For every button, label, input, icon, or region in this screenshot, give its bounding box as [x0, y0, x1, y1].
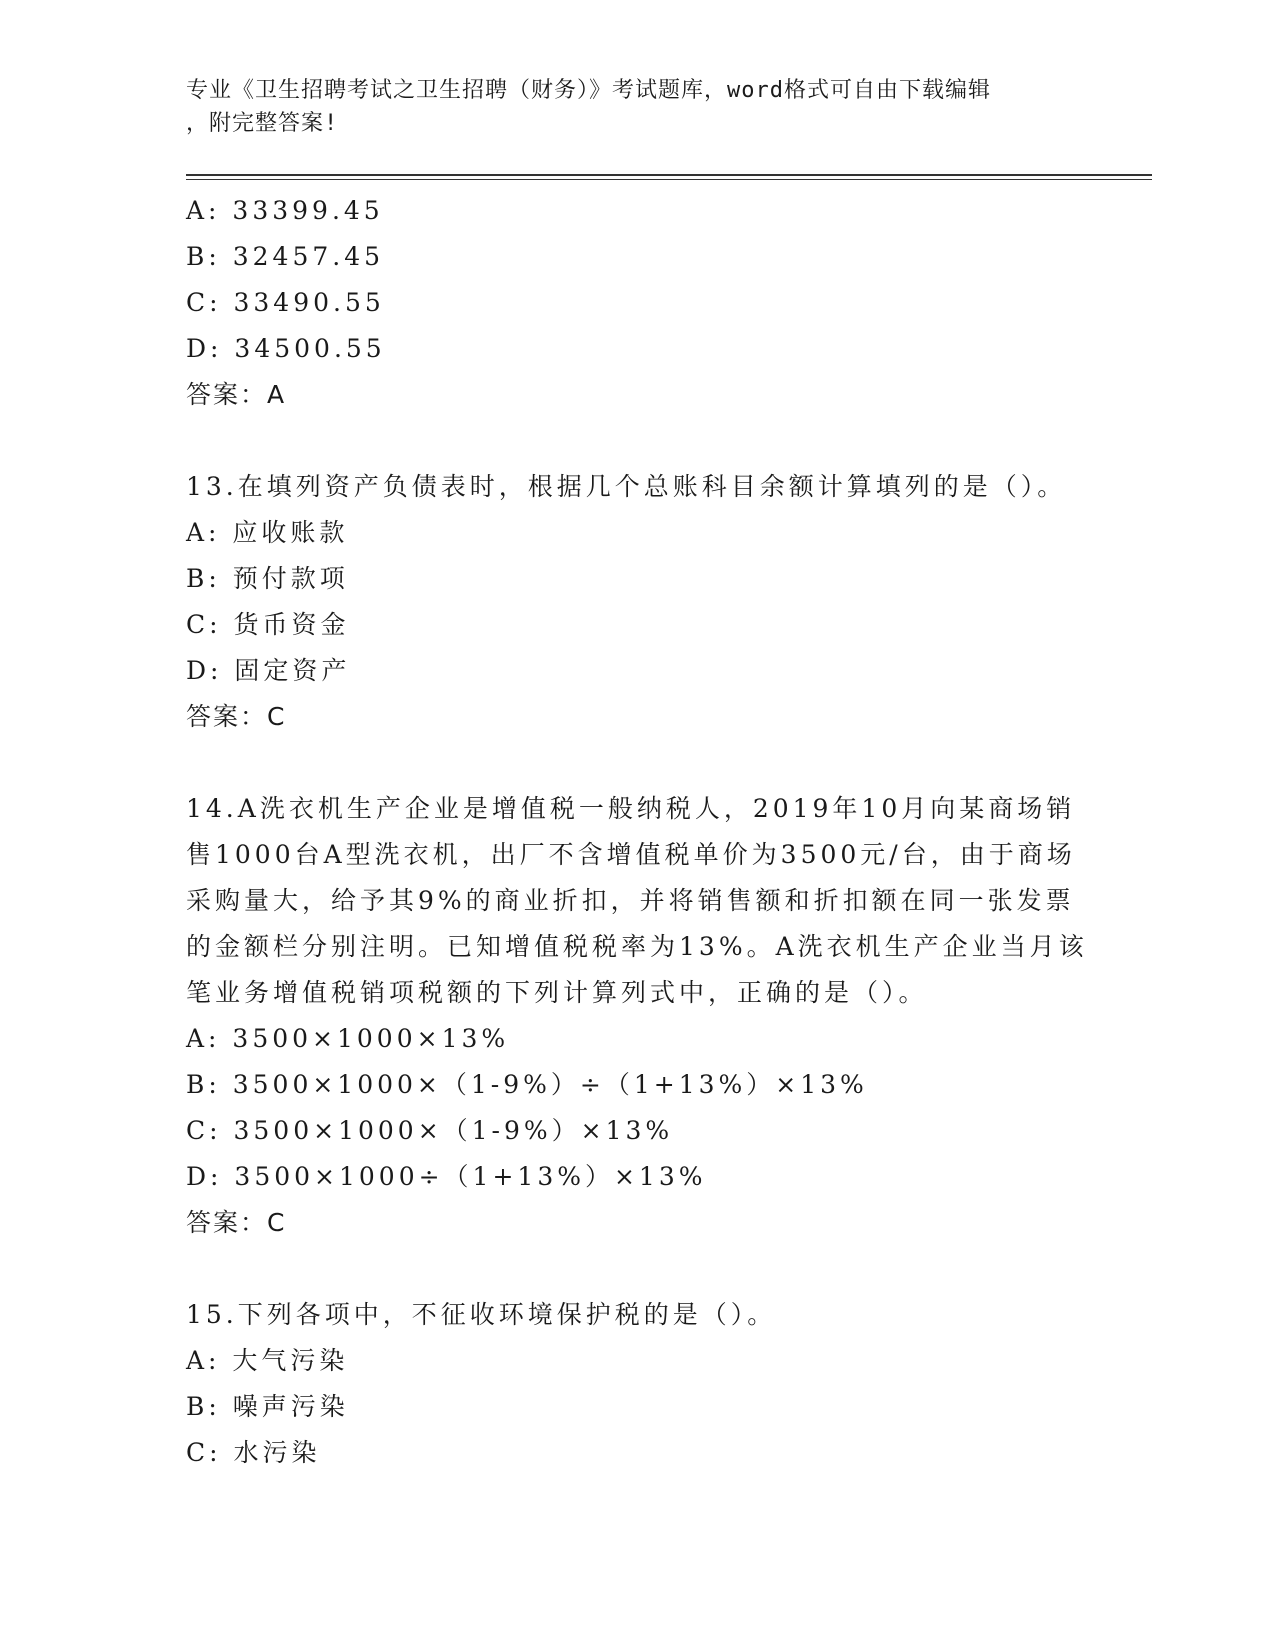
stem-line: 采购量大，给予其9%的商业折扣，并将销售额和折扣额在同一张发票 — [186, 886, 1075, 915]
stem-line: 14.A洗衣机生产企业是增值税一般纳税人，2019年10月向某商场销 — [186, 794, 1076, 823]
header-divider-thick — [186, 174, 1152, 176]
option-c: C: 水污染 — [186, 1438, 321, 1467]
stem-line: 笔业务增值税销项税额的下列计算列式中，正确的是（）。 — [186, 978, 928, 1007]
answer: 答案：C — [186, 702, 287, 731]
option-c: C: 33490.55 — [186, 288, 385, 317]
stem-line: 售1000台A型洗衣机，出厂不含增值税单价为3500元/台，由于商场 — [186, 840, 1076, 869]
question-stem: 13.在填列资产负债表时，根据几个总账科目余额计算填列的是（）。 — [186, 472, 1067, 501]
stem-line: 的金额栏分别注明。已知增值税税率为13%。A洗衣机生产企业当月该 — [186, 932, 1088, 961]
question-15 — [186, 1292, 1066, 1476]
option-a: A: 33399.45 — [186, 196, 384, 225]
question-stem: 15.下列各项中，不征收环境保护税的是（）。 — [186, 1300, 777, 1329]
answer: 答案：C — [186, 1208, 287, 1237]
question-stem — [186, 786, 1088, 1016]
option-b: B: 32457.45 — [186, 242, 385, 271]
option-b: B: 预付款项 — [186, 564, 349, 593]
question-13 — [186, 464, 1066, 740]
option-d: D: 34500.55 — [186, 334, 386, 363]
option-c: C: 货币资金 — [186, 610, 350, 639]
option-d: D: 3500×1000÷（1+13%）×13% — [186, 1162, 707, 1191]
header-line-2: ，附完整答案! — [186, 111, 339, 136]
header-divider-thin — [186, 179, 1152, 180]
option-a: A: 大气污染 — [186, 1346, 349, 1375]
answer: 答案：A — [186, 380, 287, 409]
header-line-1: 专业《卫生招聘考试之卫生招聘（财务）》考试题库，word格式可自由下载编辑 — [186, 78, 991, 103]
question-14 — [186, 786, 1088, 1246]
question-list — [186, 188, 1088, 1476]
document-header — [186, 74, 1086, 140]
option-c: C: 3500×1000×（1-9%）×13% — [186, 1116, 674, 1145]
option-b: B: 噪声污染 — [186, 1392, 349, 1421]
option-a: A: 应收账款 — [186, 518, 349, 547]
option-b: B: 3500×1000×（1-9%）÷（1+13%）×13% — [186, 1070, 868, 1099]
option-d: D: 固定资产 — [186, 656, 351, 685]
option-a: A: 3500×1000×13% — [186, 1024, 510, 1053]
question-12 — [186, 188, 1066, 418]
